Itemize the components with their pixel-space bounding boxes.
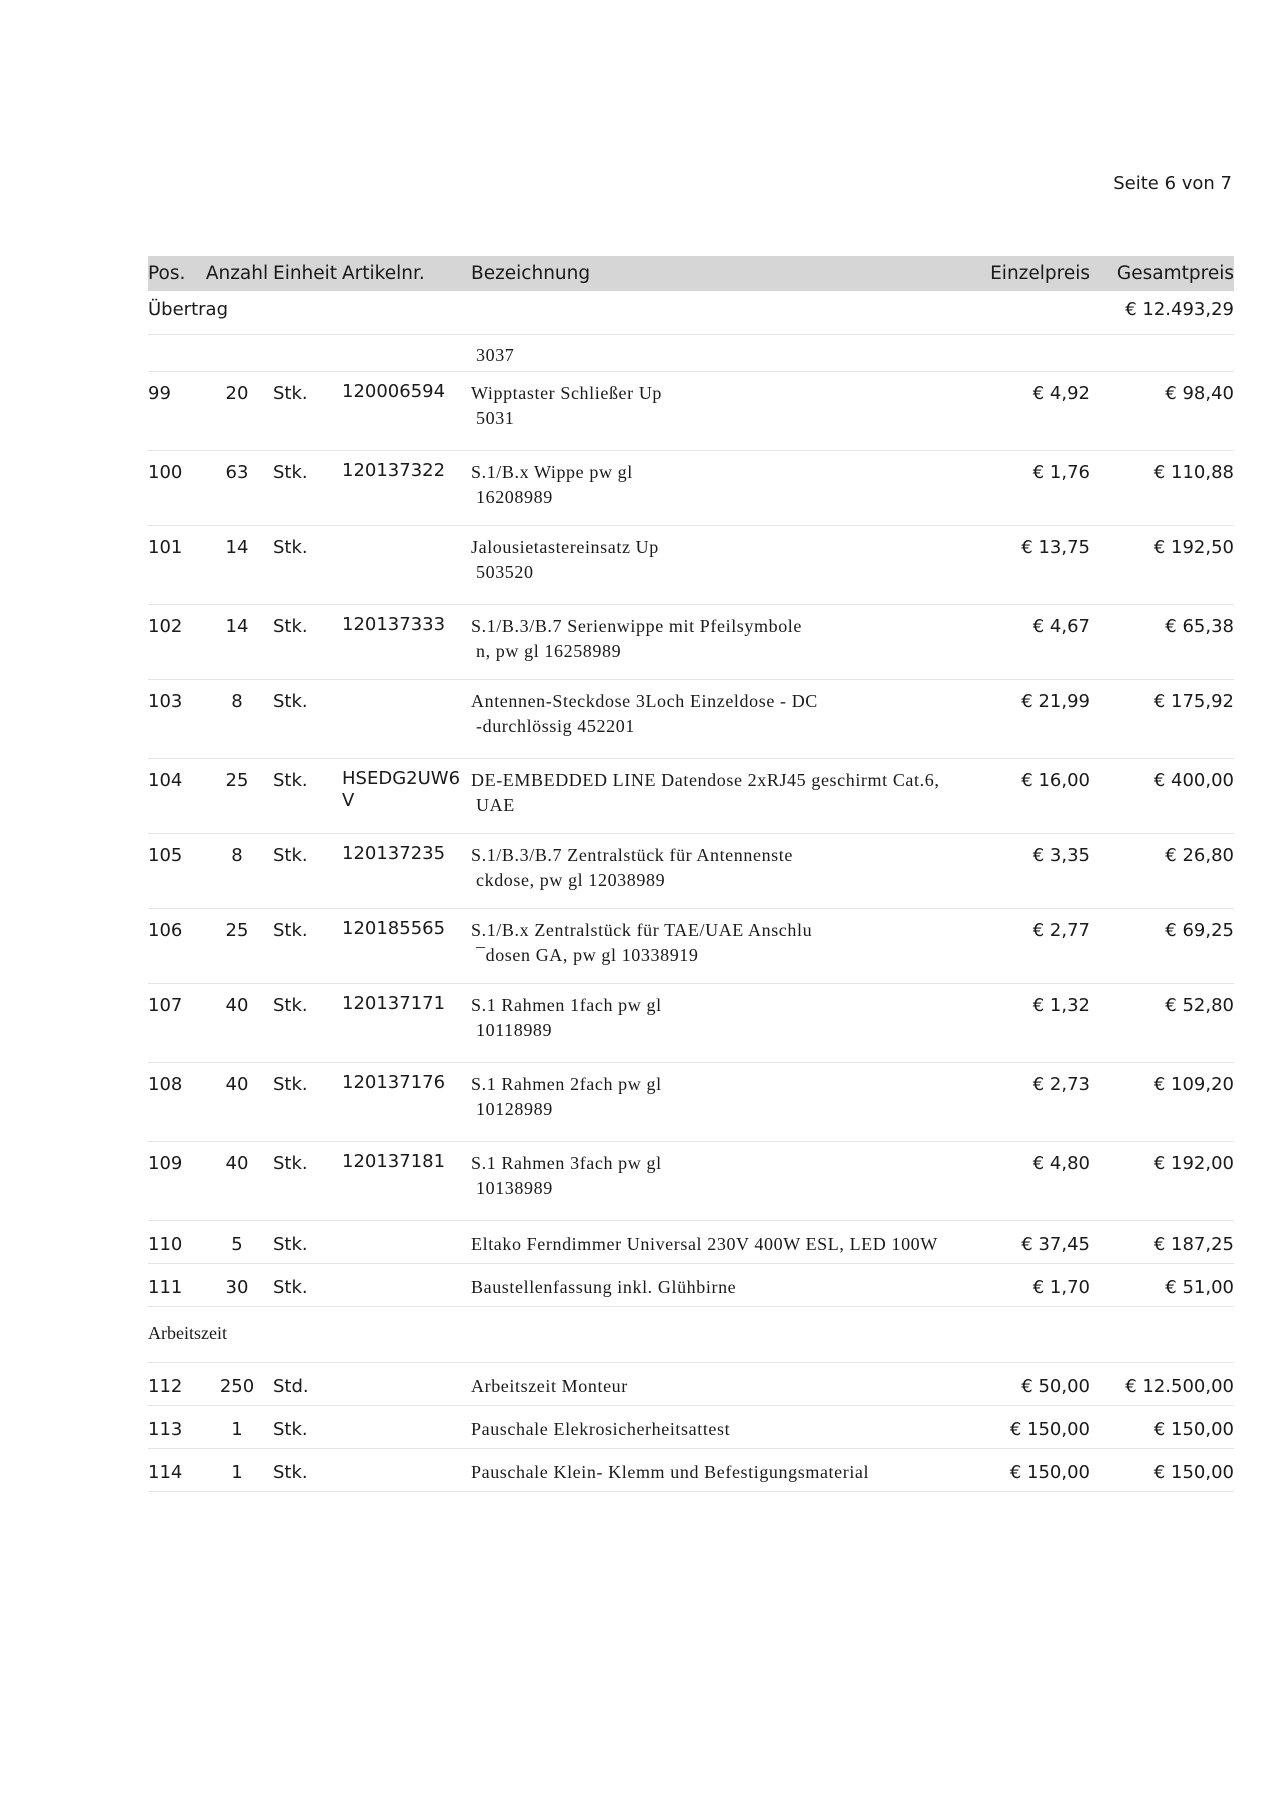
total-price-cell: € 192,00 <box>1090 1142 1234 1221</box>
description-cell <box>471 1221 986 1264</box>
description-cell <box>471 1142 986 1221</box>
total-price-cell: € 400,00 <box>1090 759 1234 834</box>
description-cell <box>471 1449 986 1492</box>
description-cell <box>471 984 986 1063</box>
table-row <box>148 984 1234 1063</box>
carry-over-amount: € 12.493,29 <box>1090 291 1234 335</box>
total-price-cell: € 12.500,00 <box>1090 1363 1234 1406</box>
quantity-cell: 8 <box>201 834 273 909</box>
unit-price-cell: € 16,00 <box>986 759 1090 834</box>
unit-cell: Stk. <box>273 680 342 759</box>
description-line-1: Wipptaster Schließer Up <box>471 383 663 403</box>
table-row <box>148 1449 1234 1492</box>
carry-over-row <box>148 291 1234 335</box>
unit-price-cell: € 1,70 <box>986 1264 1090 1307</box>
table-row <box>148 451 1234 526</box>
header-total: Gesamtpreis <box>1116 263 1234 284</box>
quantity-cell: 40 <box>201 1063 273 1142</box>
table-row <box>148 1221 1234 1264</box>
description-cell <box>471 834 986 909</box>
unit-price-cell: € 3,35 <box>986 834 1090 909</box>
article-number-cell <box>342 526 471 605</box>
article-number-cell: HSEDG2UW6V <box>342 759 471 834</box>
description-line-1: DE-EMBEDDED LINE Datendose 2xRJ45 geschirmt Cat.6, <box>471 770 940 790</box>
description-line-2: 503520 <box>476 562 534 582</box>
page-number: Seite 6 von 7 <box>1113 173 1232 194</box>
carry-over-label: Übertrag <box>148 291 1090 335</box>
article-number-cell <box>342 1406 471 1449</box>
position-cell: 114 <box>148 1449 201 1492</box>
position-cell: 107 <box>148 984 201 1063</box>
description-line-2: ¯dosen GA, pw gl 10338919 <box>476 945 699 965</box>
unit-price-cell: € 2,77 <box>986 909 1090 984</box>
description-line-1: Baustellenfassung inkl. Glühbirne <box>471 1277 737 1297</box>
unit-cell: Stk. <box>273 759 342 834</box>
unit-cell: Stk. <box>273 526 342 605</box>
article-number-cell <box>342 680 471 759</box>
table-row <box>148 1406 1234 1449</box>
article-number-cell <box>342 1221 471 1264</box>
header-unit-price: Einzelpreis <box>990 263 1090 284</box>
description-cell <box>471 526 986 605</box>
total-price-cell: € 52,80 <box>1090 984 1234 1063</box>
quantity-cell: 8 <box>201 680 273 759</box>
description-line-2: -durchlössig 452201 <box>476 716 635 736</box>
description-cell <box>471 909 986 984</box>
continuation-row <box>148 335 1234 372</box>
table-row <box>148 1063 1234 1142</box>
position-cell: 106 <box>148 909 201 984</box>
total-price-cell: € 187,25 <box>1090 1221 1234 1264</box>
description-line-2: ckdose, pw gl 12038989 <box>476 870 666 890</box>
description-cell <box>471 1063 986 1142</box>
section-row <box>148 1307 1234 1363</box>
position-cell: 111 <box>148 1264 201 1307</box>
quantity-cell: 40 <box>201 1142 273 1221</box>
quantity-cell: 250 <box>201 1363 273 1406</box>
table-row <box>148 526 1234 605</box>
description-cell <box>471 451 986 526</box>
article-number-cell: 120137333 <box>342 605 471 680</box>
position-cell: 108 <box>148 1063 201 1142</box>
table-row <box>148 834 1234 909</box>
table-row <box>148 1264 1234 1307</box>
unit-cell: Stk. <box>273 1142 342 1221</box>
article-number-cell <box>342 1449 471 1492</box>
article-number-cell <box>342 1363 471 1406</box>
position-cell: 104 <box>148 759 201 834</box>
unit-cell: Stk. <box>273 1406 342 1449</box>
unit-cell: Std. <box>273 1363 342 1406</box>
article-number-cell: 120137171 <box>342 984 471 1063</box>
description-cell <box>471 372 986 451</box>
table-row <box>148 1363 1234 1406</box>
total-price-cell: € 109,20 <box>1090 1063 1234 1142</box>
article-number-cell <box>342 1264 471 1307</box>
header-pos: Pos. <box>148 263 186 284</box>
quantity-cell: 25 <box>201 909 273 984</box>
total-price-cell: € 150,00 <box>1090 1449 1234 1492</box>
total-price-cell: € 98,40 <box>1090 372 1234 451</box>
position-cell: 113 <box>148 1406 201 1449</box>
unit-price-cell: € 1,76 <box>986 451 1090 526</box>
header-description: Bezeichnung <box>471 263 591 284</box>
quantity-cell: 14 <box>201 526 273 605</box>
quantity-cell: 20 <box>201 372 273 451</box>
unit-price-cell: € 50,00 <box>986 1363 1090 1406</box>
total-price-cell: € 51,00 <box>1090 1264 1234 1307</box>
unit-price-cell: € 150,00 <box>986 1449 1090 1492</box>
unit-price-cell: € 4,92 <box>986 372 1090 451</box>
quantity-cell: 1 <box>201 1449 273 1492</box>
unit-cell: Stk. <box>273 909 342 984</box>
position-cell: 105 <box>148 834 201 909</box>
description-cell <box>471 1406 986 1449</box>
position-cell: 110 <box>148 1221 201 1264</box>
description-line-1: Arbeitszeit Monteur <box>471 1376 628 1396</box>
description-line-2: n, pw gl 16258989 <box>476 641 622 661</box>
total-price-cell: € 65,38 <box>1090 605 1234 680</box>
header-unit: Einheit <box>273 263 338 284</box>
description-line-1: S.1 Rahmen 1fach pw gl <box>471 995 662 1015</box>
table-row <box>148 909 1234 984</box>
description-line-1: Jalousietastereinsatz Up <box>471 537 659 557</box>
total-price-cell: € 69,25 <box>1090 909 1234 984</box>
unit-price-cell: € 21,99 <box>986 680 1090 759</box>
unit-cell: Stk. <box>273 1449 342 1492</box>
unit-cell: Stk. <box>273 1264 342 1307</box>
position-cell: 100 <box>148 451 201 526</box>
unit-price-cell: € 150,00 <box>986 1406 1090 1449</box>
description-line-1: S.1/B.x Zentralstück für TAE/UAE Anschlu <box>471 920 813 940</box>
description-cell <box>471 759 986 834</box>
table-body <box>148 291 1234 1492</box>
table-header-row <box>148 256 1234 291</box>
total-price-cell: € 26,80 <box>1090 834 1234 909</box>
total-price-cell: € 175,92 <box>1090 680 1234 759</box>
quantity-cell: 25 <box>201 759 273 834</box>
table-row <box>148 372 1234 451</box>
description-line-2: 10118989 <box>476 1020 553 1040</box>
description-line-1: S.1/B.3/B.7 Zentralstück für Antennenste <box>471 845 793 865</box>
description-line-2: 16208989 <box>476 487 553 507</box>
unit-price-cell: € 2,73 <box>986 1063 1090 1142</box>
article-number-cell: 120137322 <box>342 451 471 526</box>
position-cell: 112 <box>148 1363 201 1406</box>
section-label: Arbeitszeit <box>148 1307 1234 1363</box>
position-cell: 101 <box>148 526 201 605</box>
description-line-1: S.1 Rahmen 3fach pw gl <box>471 1153 662 1173</box>
unit-cell: Stk. <box>273 372 342 451</box>
table-row <box>148 605 1234 680</box>
table-row <box>148 1142 1234 1221</box>
unit-cell: Stk. <box>273 1221 342 1264</box>
description-line-1: Eltako Ferndimmer Universal 230V 400W ESL, LED 100W <box>471 1234 938 1254</box>
description-line-1: S.1 Rahmen 2fach pw gl <box>471 1074 662 1094</box>
position-cell: 102 <box>148 605 201 680</box>
description-cell <box>471 1363 986 1406</box>
total-price-cell: € 192,50 <box>1090 526 1234 605</box>
description-cell <box>471 680 986 759</box>
description-cell <box>471 1264 986 1307</box>
unit-cell: Stk. <box>273 451 342 526</box>
quantity-cell: 1 <box>201 1406 273 1449</box>
article-number-cell: 120006594 <box>342 372 471 451</box>
unit-cell: Stk. <box>273 984 342 1063</box>
invoice-table-container <box>148 256 1234 1492</box>
header-article-number: Artikelnr. <box>342 263 425 284</box>
invoice-table <box>148 256 1234 1492</box>
unit-price-cell: € 4,67 <box>986 605 1090 680</box>
position-cell: 109 <box>148 1142 201 1221</box>
continuation-description: 3037 <box>471 335 986 372</box>
total-price-cell: € 110,88 <box>1090 451 1234 526</box>
table-header <box>148 256 1234 291</box>
quantity-cell: 14 <box>201 605 273 680</box>
description-cell <box>471 605 986 680</box>
table-row <box>148 759 1234 834</box>
unit-cell: Stk. <box>273 834 342 909</box>
quantity-cell: 40 <box>201 984 273 1063</box>
quantity-cell: 63 <box>201 451 273 526</box>
table-row <box>148 680 1234 759</box>
article-number-cell: 120185565 <box>342 909 471 984</box>
quantity-cell: 5 <box>201 1221 273 1264</box>
total-price-cell: € 150,00 <box>1090 1406 1234 1449</box>
position-cell: 99 <box>148 372 201 451</box>
article-number-cell: 120137181 <box>342 1142 471 1221</box>
article-number-cell: 120137235 <box>342 834 471 909</box>
position-cell: 103 <box>148 680 201 759</box>
unit-price-cell: € 4,80 <box>986 1142 1090 1221</box>
description-line-1: Pauschale Elekrosicherheitsattest <box>471 1419 731 1439</box>
quantity-cell: 30 <box>201 1264 273 1307</box>
description-line-1: S.1/B.3/B.7 Serienwippe mit Pfeilsymbole <box>471 616 802 636</box>
unit-cell: Stk. <box>273 605 342 680</box>
unit-price-cell: € 37,45 <box>986 1221 1090 1264</box>
article-number-cell: 120137176 <box>342 1063 471 1142</box>
description-line-1: S.1/B.x Wippe pw gl <box>471 462 633 482</box>
description-line-1: Antennen-Steckdose 3Loch Einzeldose - DC <box>471 691 818 711</box>
unit-price-cell: € 13,75 <box>986 526 1090 605</box>
unit-cell: Stk. <box>273 1063 342 1142</box>
description-line-2: 10128989 <box>476 1099 553 1119</box>
header-qty: Anzahl <box>205 263 269 284</box>
description-line-1: Pauschale Klein- Klemm und Befestigungsmaterial <box>471 1462 870 1482</box>
description-line-2: UAE <box>476 795 515 815</box>
description-line-2: 10138989 <box>476 1178 553 1198</box>
unit-price-cell: € 1,32 <box>986 984 1090 1063</box>
description-line-2: 5031 <box>476 408 515 428</box>
